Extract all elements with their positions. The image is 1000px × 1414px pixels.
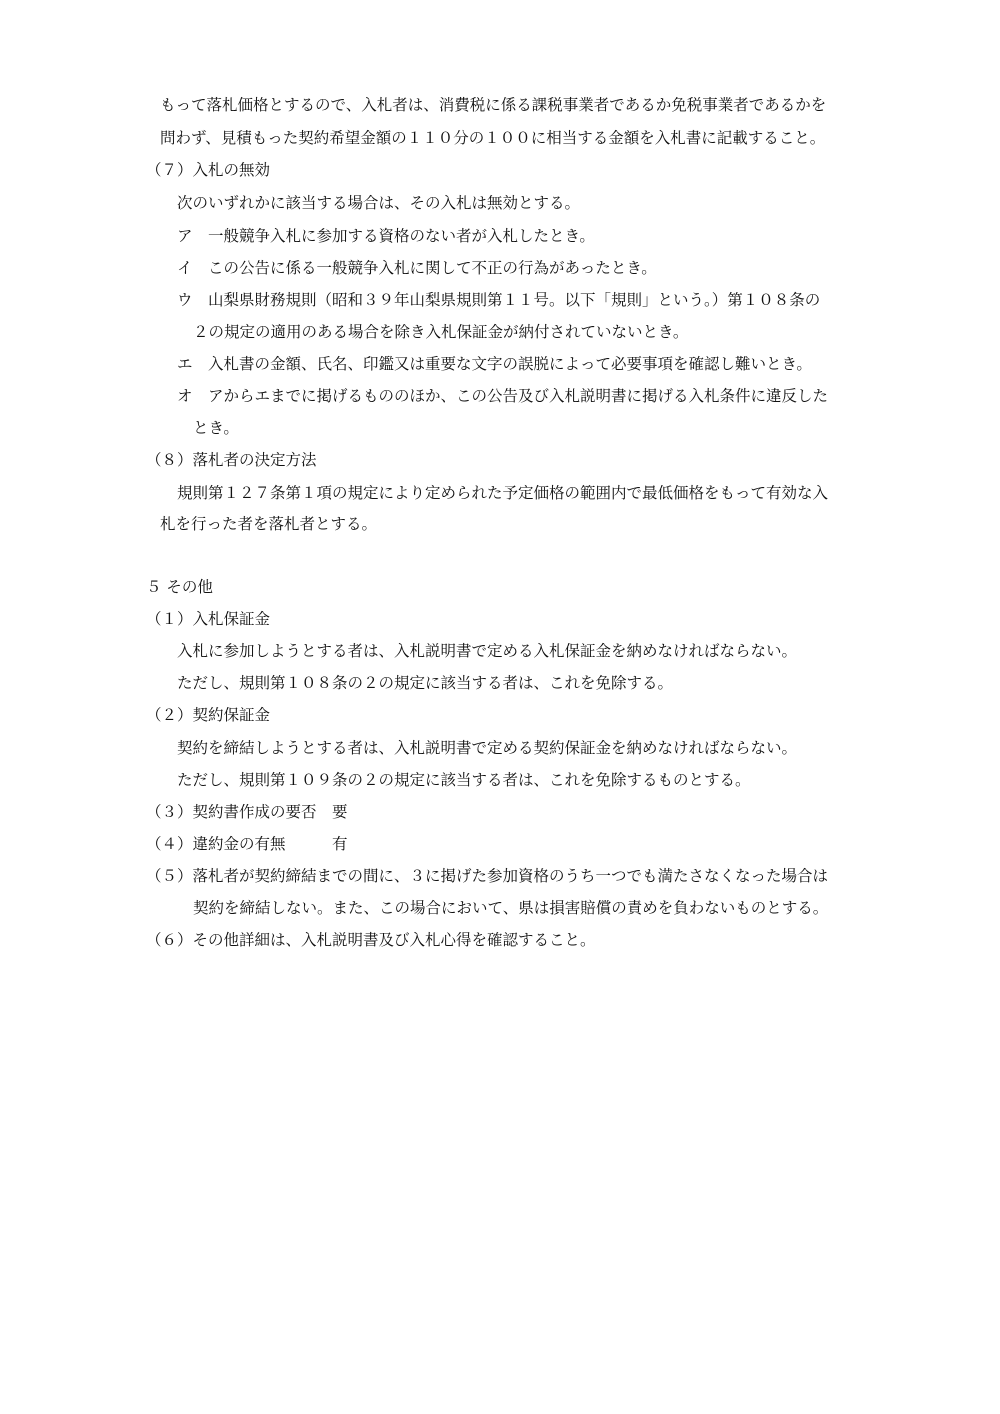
section-5-1-heading: （１）入札保証金 [146, 610, 271, 628]
section-7-intro: 次のいずれかに該当する場合は、その入札は無効とする。 [177, 194, 581, 212]
section-7-item-e: エ 入札書の金額、氏名、印鑑又は重要な文字の誤脱によって必要事項を確認し難いとき。 [177, 355, 812, 373]
section-5-2-heading: （２）契約保証金 [146, 706, 271, 724]
section-7-item-o-line-2: とき。 [193, 419, 239, 437]
section-5-heading: ５ その他 [146, 578, 213, 596]
section-5-4-value: 有 [332, 835, 348, 853]
continuation-line-1: もって落札価格とするので、入札者は、消費税に係る課税事業者であるか免税事業者であるかを [160, 96, 827, 114]
section-5-3-value: 要 [332, 803, 348, 821]
section-7-item-u-line-2: ２の規定の適用のある場合を除き入札保証金が納付されていないとき。 [193, 323, 689, 341]
section-5-2-line-2: ただし、規則第１０９条の２の規定に該当する者は、これを免除するものとする。 [177, 771, 751, 789]
section-7-heading: （７）入札の無効 [146, 161, 271, 179]
section-7-item-u-line-1: ウ 山梨県財務規則（昭和３９年山梨県規則第１１号。以下「規則」という。）第１０８条の [177, 291, 821, 309]
section-5-2-line-1: 契約を締結しようとする者は、入札説明書で定める契約保証金を納めなければならない。 [177, 739, 798, 757]
section-5-6-line: （６）その他詳細は、入札説明書及び入札心得を確認すること。 [146, 931, 596, 949]
section-5-1-line-1: 入札に参加しようとする者は、入札説明書で定める入札保証金を納めなければならない。 [177, 642, 798, 660]
section-8-heading: （８）落札者の決定方法 [146, 451, 317, 469]
section-7-item-i: イ この公告に係る一般競争入札に関して不正の行為があったとき。 [177, 259, 657, 277]
section-7-item-o-line-1: オ アからエまでに掲げるもののほか、この公告及び入札説明書に掲げる入札条件に違反した [177, 387, 829, 405]
continuation-line-2: 問わず、見積もった契約希望金額の１１０分の１００に相当する金額を入札書に記載すること。 [160, 129, 826, 147]
section-5-3-label: （３）契約書作成の要否 [146, 803, 317, 821]
section-5-1-line-2: ただし、規則第１０８条の２の規定に該当する者は、これを免除する。 [177, 674, 674, 692]
section-5-5-line-2: 契約を締結しない。また、この場合において、県は損害賠償の責めを負わないものとする。 [193, 899, 829, 917]
section-5-4-label: （４）違約金の有無 [146, 835, 286, 853]
section-8-line-1: 規則第１２７条第１項の規定により定められた予定価格の範囲内で最低価格をもって有効な入 [177, 484, 829, 502]
section-8-line-2: 札を行った者を落札者とする。 [160, 515, 378, 533]
section-5-5-line-1: （５）落札者が契約締結までの間に、３に掲げた参加資格のうち一つでも満たさなくなった場合は [146, 867, 829, 885]
section-7-item-a: ア 一般競争入札に参加する資格のない者が入札したとき。 [177, 227, 595, 245]
